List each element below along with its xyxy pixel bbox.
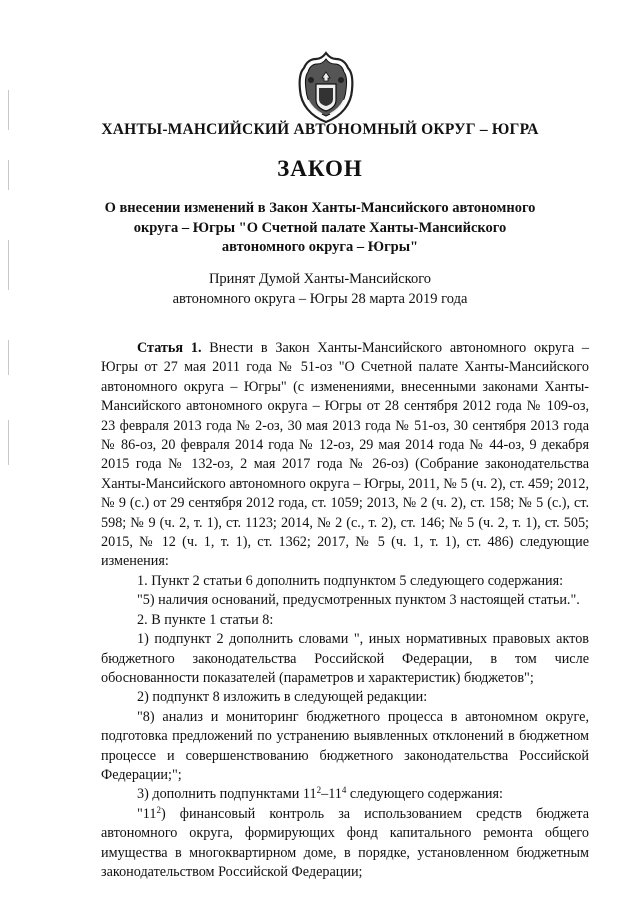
adoption-note (150, 270, 490, 309)
text-span: ) финансовый контроль за использованием средств бюджета автономного округа, формирующих фонд капитального ремонта общего имущества в многоквартирном доме, в порядке, установленном бюджетным законодательством Российской Федерации; (101, 805, 589, 880)
paragraph: 1. Пункт 2 статьи 6 дополнить подпунктом 5 следующего содержания: (137, 572, 564, 589)
paragraph: 1) подпункт 2 дополнить словами ", иных нормативных правовых актов бюджетного законодательства Российской Федерации, в том числе обоснованности показателей (параметров и характеристик) бюджетов"; (101, 631, 589, 686)
paragraph: "5) наличия оснований, предусмотренных пунктом 3 настоящей статьи.". (137, 592, 580, 609)
article-1 (101, 339, 589, 882)
text-span: 3) дополнить подпунктами 11 (137, 786, 317, 803)
paragraph (101, 805, 589, 883)
adoption-note-line: автономного округа – Югры 28 марта 2019 года (172, 290, 468, 307)
text-span: следующего содержания: (346, 786, 503, 803)
law-title-line: округа – Югры "О Счетной палате Ханты-Мансийского (133, 219, 507, 236)
superscript: 2 (316, 785, 322, 796)
adoption-note-line: Принят Думой Ханты-Мансийского (208, 271, 432, 287)
article-1-intro (101, 339, 589, 572)
law-title-line: автономного округа – Югры" (221, 239, 419, 255)
article-intro-text: Внести в Закон Ханты-Мансийского автономного округа – Югры от 27 мая 2011 года № 51-оз "О Счетной палате Ханты-Мансийского автономного округа – Югры" (с изменениями, внесенными законами Ханты-Мансийского автономного округа – Югры от 28 сентября 2012 года № 109-оз, 23 февраля 2013 года № 2-оз, 30 мая 2013 года № 51-оз, 30 сентября 2013 года № 86-оз, 20 февраля 2014 года № 12-оз, 29 мая 2014 года № 44-оз, 9 декабря 2015 года № 132-оз, 2 мая 2017 года № 26-оз) (Собрание законодательства Ханты-Мансийского автономного округа – Югры, 2011, № 5 (ч. 2), ст. 459; 2012, № 9 (с.) от 29 сентября 2012 года, ст. 1059; 2013, № 2 (ч. 2), ст. 158; № 5 (с.), ст. 598; № 9 (ч. 2, т. 1), ст. 1123; 2014, № 2 (с., т. 2), ст. 146; № 5 (ч. 2, т. 1), ст. 505; 2015, № 12 (ч. 1, т. 1), ст. 1362; 2017, № 5 (ч. 1, т. 1), ст. 486) следующие изменения: (101, 340, 590, 570)
paragraph: 2) подпункт 8 изложить в следующей редакции: (137, 689, 428, 706)
paragraph: 2. В пункте 1 статьи 8: (137, 611, 274, 628)
law-title-line: О внесении изменений в Закон Ханты-Мансийского автономного (104, 200, 536, 216)
superscript: 2 (156, 804, 161, 815)
document-type-heading: ЗАКОН (277, 156, 363, 181)
paragraph (101, 785, 589, 804)
superscript: 4 (341, 785, 347, 796)
scan-margin-marks (6, 90, 12, 470)
coat-of-arms-emblem (296, 50, 356, 126)
paragraph: "8) анализ и мониторинг бюджетного процесса в автономном округе, подготовка предложений по устранению выявленных отклонений в бюджетном процессе и совершенствованию бюджетного законодательства Российской Федерации;"; (101, 708, 589, 783)
region-heading: ХАНТЫ-МАНСИЙСКИЙ АВТОНОМНЫЙ ОКРУГ – ЮГРА (101, 121, 539, 138)
text-span: "11 (137, 805, 157, 822)
article-label: Статья 1. (137, 340, 202, 356)
law-title (100, 199, 540, 258)
text-span: –11 (321, 786, 342, 803)
